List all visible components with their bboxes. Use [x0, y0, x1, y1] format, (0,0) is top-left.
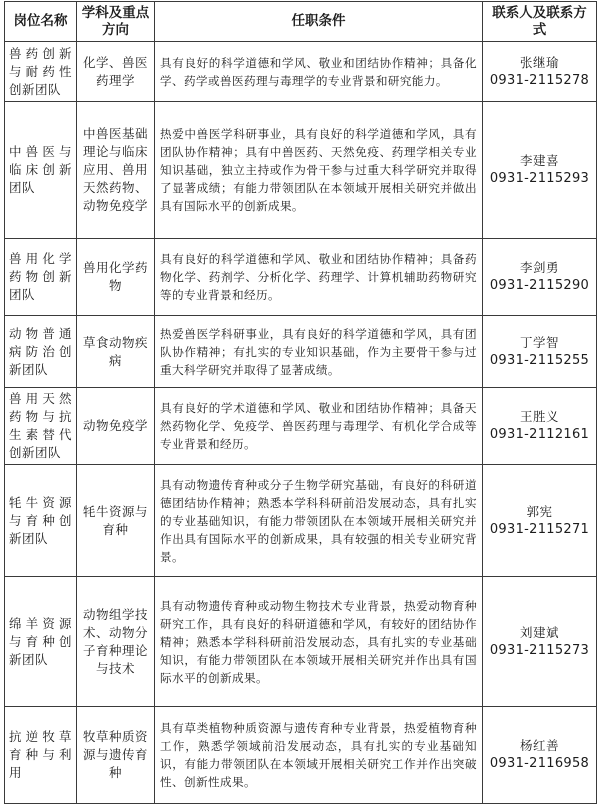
subject-cell: 牧草种质资源与遗传育种 — [77, 707, 155, 804]
header-position: 岗位名称 — [5, 2, 77, 42]
contact-cell — [483, 465, 597, 577]
table-row — [5, 465, 597, 577]
subject-cell: 中兽医基础理论与临床应用、兽用天然药物、动物免疫学 — [77, 102, 155, 239]
position-cell: 绵羊资源与育种创新团队 — [5, 577, 77, 707]
subject-cell: 化学、兽医药理学 — [77, 42, 155, 102]
position-cell: 牦牛资源与育种创新团队 — [5, 465, 77, 577]
contact-phone: 0931-2115290 — [489, 278, 590, 293]
subject-cell: 牦牛资源与育种 — [77, 465, 155, 577]
header-requirements: 任职条件 — [155, 2, 483, 42]
contact-name: 张继瑜 — [519, 54, 559, 70]
contact-cell — [483, 239, 597, 316]
contact-cell — [483, 388, 597, 465]
table-row — [5, 102, 597, 239]
contact-name: 刘建斌 — [519, 624, 559, 640]
contact-phone: 0931-2115271 — [489, 521, 590, 537]
contact-name: 李建喜 — [519, 153, 559, 168]
contact-phone: 0931-2115273 — [489, 642, 590, 658]
contact-cell — [483, 577, 597, 707]
requirements-cell: 具有草类植物种质资源与遗传育种专业背景，热爱植物育种工作，熟悉学领域前沿发展动态，具有扎实的专业基础知识，有能力带领团队在本领域开展相关研究工作并作出突破性、创新性成果。 — [155, 707, 483, 804]
table-row — [5, 707, 597, 804]
recruitment-table — [4, 1, 597, 804]
contact-phone: 0931-2115255 — [489, 352, 590, 368]
contact-cell — [483, 102, 597, 239]
requirements-cell: 热爱兽医学科研事业，具有良好的科学道德和学风，具有团队协作精神；有扎实的专业知识基础，作为主要骨干参与过重大科学研究并取得了显著成绩。 — [155, 316, 483, 388]
contact-phone: 0931-2115278 — [489, 72, 590, 88]
contact-name: 杨红善 — [519, 738, 559, 753]
contact-name: 王胜义 — [519, 409, 559, 424]
table-row — [5, 42, 597, 102]
position-cell: 兽用天然药物与抗生素替代创新团队 — [5, 388, 77, 465]
table-row — [5, 316, 597, 388]
subject-cell: 动物免疫学 — [77, 388, 155, 465]
requirements-cell: 具有动物遗传育种或分子生物学研究基础，有良好的科研道德团结协作精神；熟悉本学科科研前沿发展动态，具有扎实的专业基础知识，有能力带领团队在本领域开展相关研究并作出具有国际水平的创新成果，具有较强的相关专业研究背景。 — [155, 465, 483, 577]
position-cell: 抗逆牧草育种与利用 — [5, 707, 77, 804]
subject-cell: 草食动物疾病 — [77, 316, 155, 388]
contact-name: 郭宪 — [526, 503, 553, 519]
contact-name: 丁学智 — [519, 334, 559, 350]
position-cell: 动物普通病防治创新团队 — [5, 316, 77, 388]
subject-cell: 动物组学技术、动物分子育种理论与技术 — [77, 577, 155, 707]
subject-cell: 兽用化学药物 — [77, 239, 155, 316]
contact-name: 李剑勇 — [519, 260, 559, 275]
contact-cell — [483, 42, 597, 102]
contact-phone: 0931-2115293 — [489, 171, 590, 186]
contact-cell — [483, 316, 597, 388]
contact-phone: 0931-2116958 — [489, 756, 590, 771]
requirements-cell: 热爱中兽医学科研事业，具有良好的科学道德和学风，具有团队协作精神；具有中兽医药、天然免疫、药理学相关专业知识基础，独立主持或作为骨干参与过重大科学研究并取得了显著成绩；有能力带领团队在本领域开展相关研究并做出具有国际水平的创新成果。 — [155, 102, 483, 239]
table-row — [5, 388, 597, 465]
position-cell: 兽用化学药物创新团队 — [5, 239, 77, 316]
position-cell: 中兽医与临床创新团队 — [5, 102, 77, 239]
contact-cell — [483, 707, 597, 804]
requirements-cell: 具有良好的学术道德和学风、敬业和团结协作精神；具备天然药物化学、免疫学、兽医药理与毒理学、有机化学合成等专业背景和经历。 — [155, 388, 483, 465]
table-row — [5, 239, 597, 316]
position-cell: 兽药创新与耐药性创新团队 — [5, 42, 77, 102]
requirements-cell: 具有良好的科学道德和学风、敬业和团结协作精神；具备药物化学、药剂学、分析化学、药理学、计算机辅助药物研究等的专业背景和经历。 — [155, 239, 483, 316]
requirements-cell: 具有良好的科学道德和学风、敬业和团结协作精神；具备化学、药学或兽医药理与毒理学的专业背景和研究能力。 — [155, 42, 483, 102]
requirements-cell: 具有动物遗传育种或动物生物技术专业背景，热爱动物育种研究工作，具有良好的科研道德和学风，有较好的团结协作精神；熟悉本学科科研前沿发展动态，具有扎实的专业基础知识，有能力带领团队在本领域开展相关研究并作出具有国际水平的创新成果。 — [155, 577, 483, 707]
table-row — [5, 577, 597, 707]
header-subject: 学科及重点方向 — [77, 2, 155, 42]
table-header-row — [5, 2, 597, 42]
header-contact: 联系人及联系方式 — [483, 2, 597, 42]
contact-phone: 0931-2112161 — [489, 427, 590, 442]
